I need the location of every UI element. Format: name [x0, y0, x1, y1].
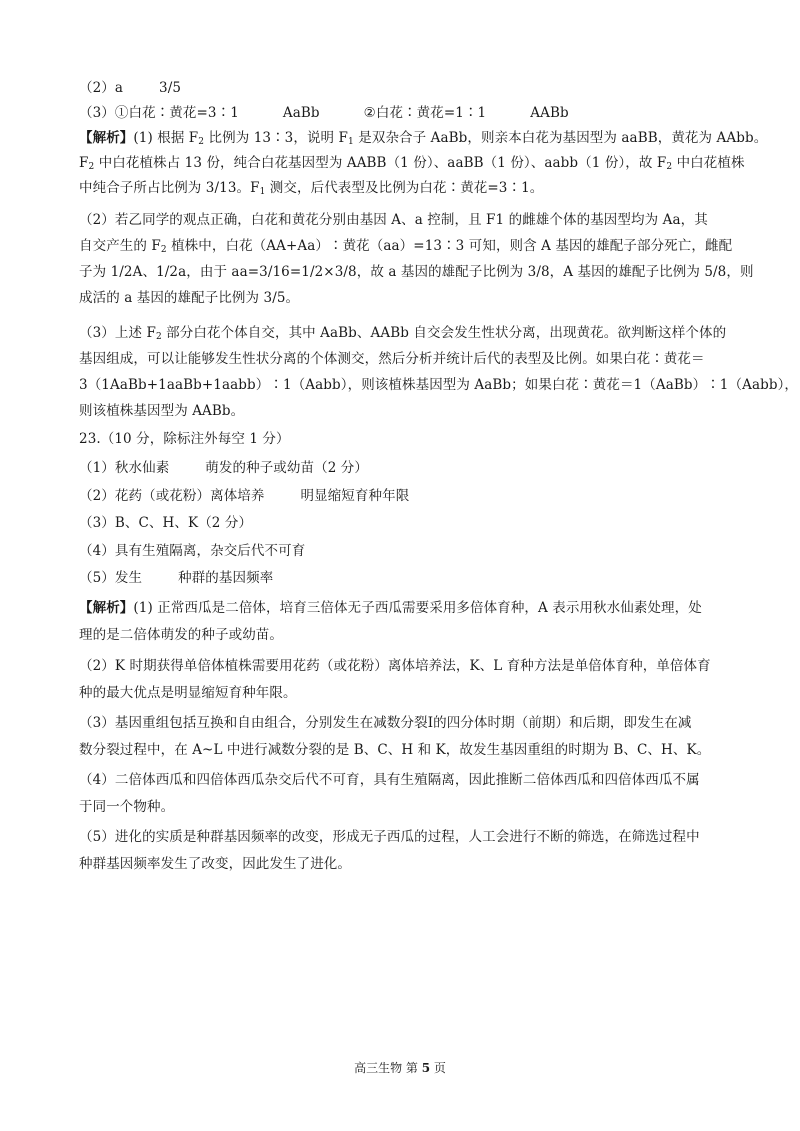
analysis-line: [79, 656, 711, 676]
text: 种的最大优点是明显缩短育种年限。: [79, 685, 297, 701]
text: 3（1AaBb+1aaBb+1aabb）∶1（Aabb），则该植株基因型为 AaBb；如果白花∶黄花＝1（AaBb）∶1（Aabb），: [79, 377, 799, 393]
text: 数分裂过程中，在 A~L 中进行减数分裂的是 B、C、H 和 K，故发生基因重组的时期为 B、C、H、K。: [79, 742, 711, 758]
analysis-line: [79, 797, 174, 817]
analysis-line: [79, 262, 754, 282]
text: （3）B、C、H、K（2 分）: [79, 515, 253, 531]
text: (1) 正常西瓜是二倍体，培育三倍体无子西瓜需要采用多倍体育种，A 表示用秋水仙素处理，处: [133, 600, 702, 616]
analysis-line: [79, 854, 351, 874]
text: AABb: [530, 105, 569, 121]
answer-line-3: [79, 103, 569, 123]
analysis-line: [79, 128, 767, 148]
text: 基因组成，可以让能够发生性状分离的个体测交，然后分析并统计后代的表型及比例。如果白花∶黄花＝: [79, 351, 705, 367]
analysis-line: [79, 827, 700, 847]
text: 萌发的种子或幼苗（2 分）: [205, 460, 368, 476]
text: （1）秋水仙素: [79, 460, 170, 476]
answer-line-2: [79, 78, 181, 98]
text: （3）基因重组包括互换和自由组合，分别发生在减数分裂Ⅰ的四分体时期（前期）和后期，即发生在减: [79, 715, 692, 731]
text: （2）花药（或花粉）离体培养: [79, 488, 265, 504]
text: 种群基因频率发生了改变，因此发生了进化。: [79, 856, 351, 872]
text: ②白花∶黄花=1∶1: [363, 105, 487, 121]
text: （5）发生: [79, 570, 143, 586]
subscript: 2: [198, 137, 205, 147]
analysis-line: [79, 178, 543, 198]
text: （4）二倍体西瓜和四倍体西瓜杂交后代不可育，具有生殖隔离，因此推断二倍体西瓜和四倍体西瓜不属: [79, 772, 700, 788]
subscript: 1: [348, 137, 354, 147]
text: （2）K 时期获得单倍体植株需要用花药（或花粉）离体培养法，K、L 育种方法是单倍体育种，单倍体育: [79, 658, 711, 674]
answer-line-2: [79, 486, 409, 506]
answer-line-1: [79, 458, 368, 478]
text: 自交产生的 F: [79, 238, 161, 254]
page-footer: [0, 1060, 800, 1076]
subscript: 2: [666, 162, 673, 172]
analysis-label: 【解析】: [79, 600, 134, 616]
subscript: 2: [160, 245, 167, 255]
analysis-line: [79, 683, 297, 703]
text: （5）进化的实质是种群基因频率的改变，形成无子西瓜的过程，人工会进行不断的筛选，在筛选过程中: [79, 829, 700, 845]
footer-text: 页: [430, 1061, 446, 1075]
analysis-line: [79, 770, 700, 790]
text: 中纯合子所占比例为 3/13。F: [79, 180, 260, 196]
text: 中白花植株: [672, 155, 745, 171]
analysis-line: [79, 210, 708, 230]
analysis-line: [79, 713, 692, 733]
text: 则该植株基因型为 AABb。: [79, 403, 245, 419]
analysis-line: [79, 625, 283, 645]
text: 中白花植株占 13 份，纯合白花基因型为 AABB（1 份）、aaBB（1 份）、aabb（1 份），故 F: [94, 155, 667, 171]
analysis-line: [79, 401, 244, 421]
analysis-line: [79, 349, 705, 369]
text: 种群的基因频率: [178, 570, 274, 586]
text: 部分白花个体自交，其中 AaBb、AABb 自交会发生性状分离，出现黄花。欲判断这样个体的: [161, 325, 727, 341]
text: 理的是二倍体萌发的种子或幼苗。: [79, 627, 283, 643]
text: 比例为 13∶3，说明 F: [204, 130, 349, 146]
text: AaBb: [282, 105, 320, 121]
text: （3）上述 F: [79, 325, 156, 341]
text: （2）a: [79, 80, 124, 96]
text: 是双杂合子 AaBb，则亲本白花为基因型为 aaBB，黄花为 AAbb。: [353, 130, 768, 146]
text: 23.（10 分，除标注外每空 1 分）: [79, 431, 290, 447]
text: 子为 1/2A、1/2a，由于 aa=3/16=1/2×3/8，故 a 基因的雄配子比例为 3/8，A 基因的雄配子比例为 5/8，则: [79, 264, 754, 280]
text: （2）若乙同学的观点正确，白花和黄花分别由基因 A、a 控制，且 F1 的雌雄个体的基因型均为 Aa，其: [79, 212, 708, 228]
text: 成活的 a 基因的雄配子比例为 3/5。: [79, 290, 300, 306]
text: 植株中，白花（AA+Aa）∶黄花（aa）=13∶3 可知，则含 A 基因的雄配子部分死亡，雌配: [166, 238, 733, 254]
analysis-line: [79, 740, 710, 760]
analysis-line: [79, 598, 702, 618]
answer-line-3: [79, 513, 252, 533]
footer-text: 高三生物 第: [354, 1061, 422, 1075]
text: （4）具有生殖隔离，杂交后代不可育: [79, 543, 306, 559]
analysis-line: [79, 323, 726, 343]
subscript: 2: [88, 162, 95, 172]
text: 明显缩短育种年限: [300, 488, 410, 504]
text: F: [79, 155, 89, 171]
analysis-line: [79, 236, 732, 256]
subscript: 1: [259, 187, 266, 197]
text: 测交，后代表型及比例为白花∶黄花=3∶1。: [265, 180, 544, 196]
subscript: 2: [155, 332, 162, 342]
analysis-label: 【解析】: [79, 130, 134, 146]
answer-line-4: [79, 541, 305, 561]
text: 于同一个物种。: [79, 799, 175, 815]
text: （3）①白花∶黄花=3∶1: [79, 105, 239, 121]
question-heading: [79, 429, 290, 449]
analysis-line: [79, 288, 299, 308]
text: (1) 根据 F: [133, 130, 199, 146]
analysis-line: [79, 153, 745, 173]
text: 3/5: [159, 80, 182, 96]
analysis-line: [79, 375, 798, 395]
page-number: 5: [421, 1061, 431, 1075]
answer-line-5: [79, 568, 273, 588]
